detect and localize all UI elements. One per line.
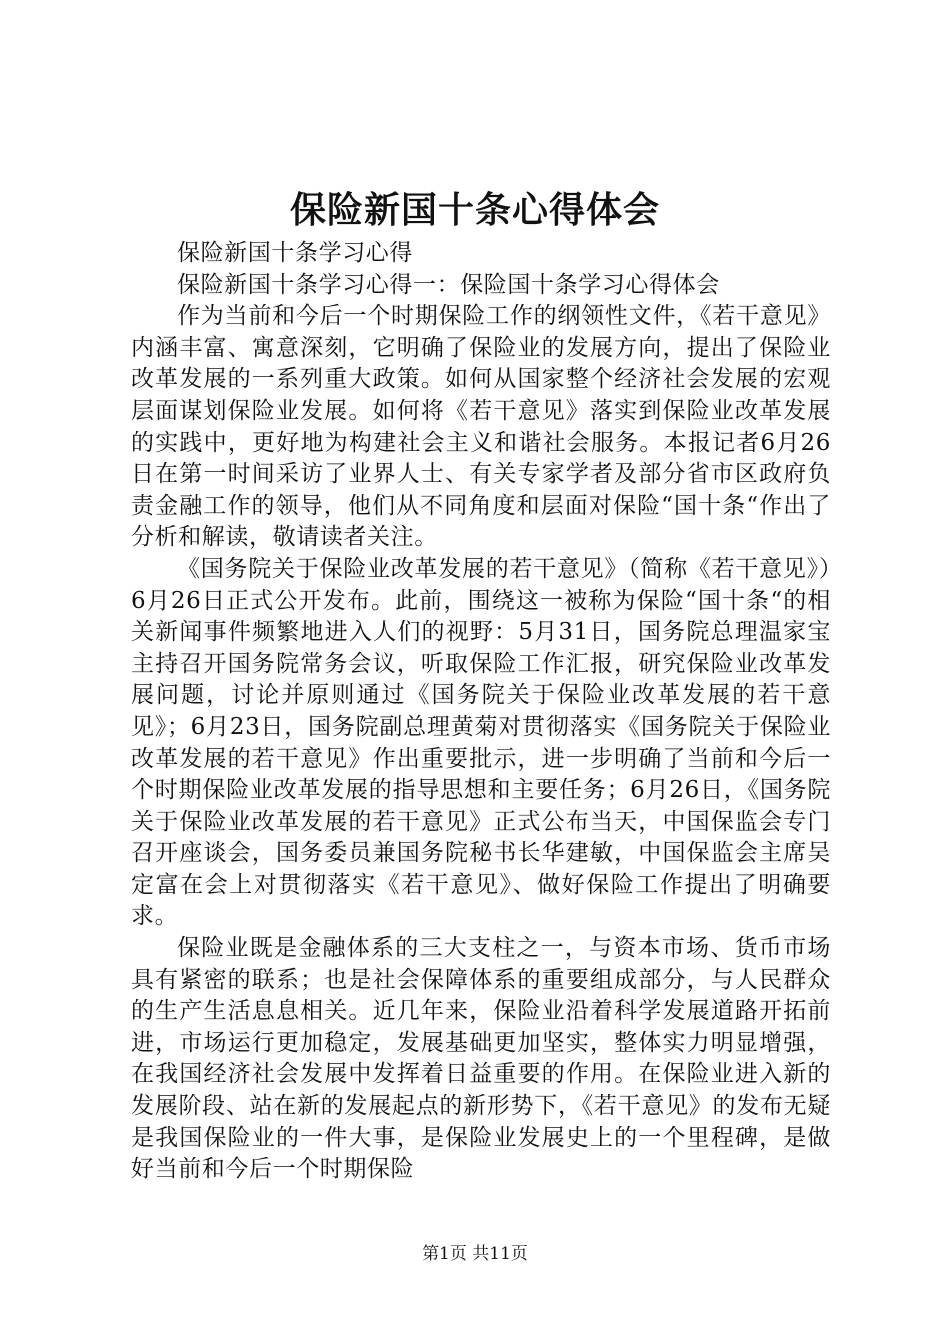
paragraph: 作为当前和今后一个时期保险工作的纲领性文件，《若干意见》内涵丰富、寓意深刻，它明确了保险业的发展方向，提出了保险业改革发展的一系列重大政策。如何从国家整个经济社会发展的宏观层面谋划保险业发展。如何将《若干意见》落实到保险业改革发展的实践中，更好地为构建社会主义和谐社会服务。本报记者6月26日在第一时间采访了业界人士、有关专家学者及部分省市区政府负责金融工作的领导，他们从不同角度和层面对保险“国十条“作出了分析和解读，敬请读者关注。 [131,303,831,551]
paragraph: 保险业既是金融体系的三大支柱之一，与资本市场、货币市场具有紧密的联系；也是社会保障体系的重要组成部分，与人民群众的生产生活息息相关。近几年来，保险业沿着科学发展道路开拓前进，市场运行更加稳定，发展基础更加坚实，整体实力明显增强，在我国经济社会发展中发挥着日益重要的作用。在保险业进入新的发展阶段、站在新的发展起点的新形势下，《若干意见》的发布无疑是我国保险业的一件大事，是保险业发展史上的一个里程碑，是做好当前和今后一个时期保险 [131,935,831,1183]
paragraph-subtitle: 保险新国十条学习心得 [177,240,413,266]
document-title: 保险新国十条心得体会 [289,189,660,231]
page-number-footer: 第1页 共11页 [422,1244,528,1264]
paragraph: 《国务院关于保险业改革发展的若干意见》（简称《若干意见》）6月26日正式公开发布。此前，围绕这一被称为保险“国十条“的相关新闻事件频繁地进入人们的视野：5月31日，国务院总理温家宝主持召开国务院常务会议，听取保险工作汇报，研究保险业改革发展问题，讨论并原则通过《国务院关于保险业改革发展的若干意见》；6月23日，国务院副总理黄菊对贯彻落实《国务院关于保险业改革发展的若干意见》作出重要批示，进一步明确了当前和今后一个时期保险业改革发展的指导思想和主要任务；6月26日，《国务院关于保险业改革发展的若干意见》正式公布当天，中国保监会专门召开座谈会，国务委员兼国务院秘书长华建敏，中国保监会主席吴定富在会上对贯彻落实《若干意见》、做好保险工作提出了明确要求。 [131,555,831,930]
document-body [131,238,831,1186]
paragraph-section-heading: 保险新国十条学习心得一：保险国十条学习心得体会 [177,271,720,298]
